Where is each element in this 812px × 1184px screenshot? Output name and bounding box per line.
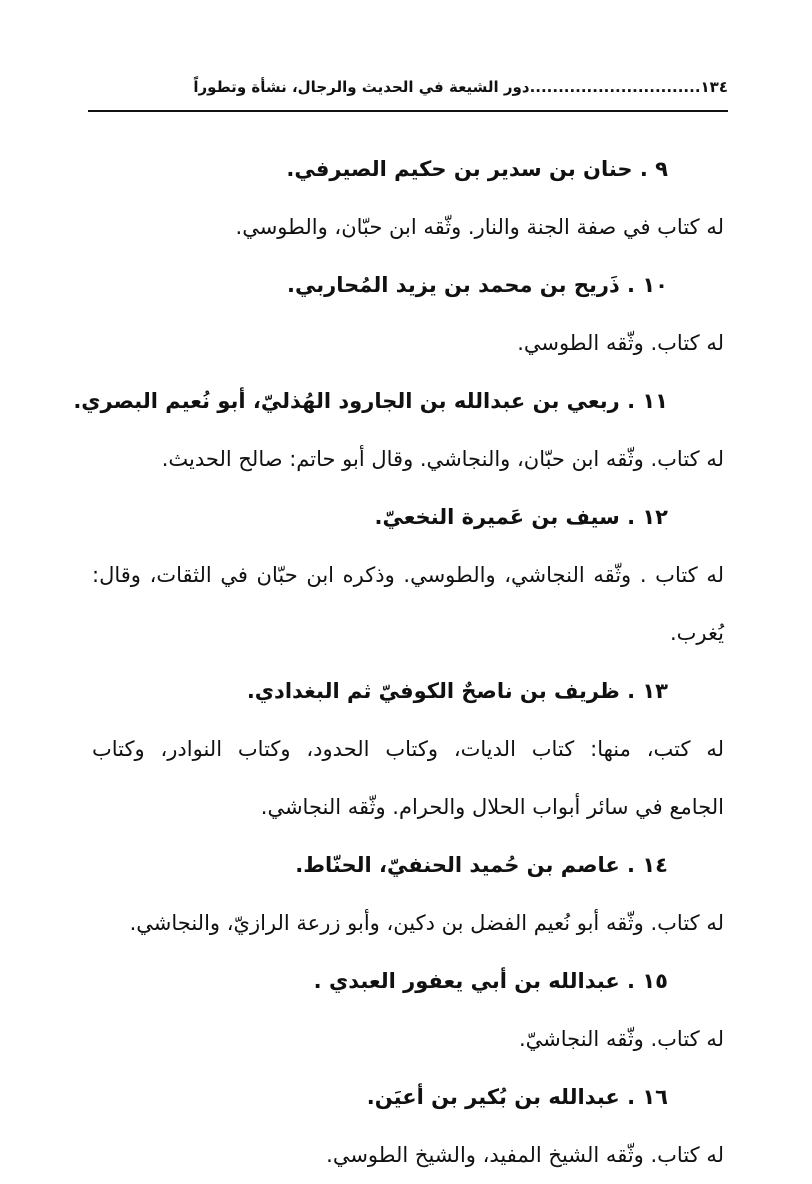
entry-text-14: له كتاب. وثّقه أبو نُعيم الفضل بن دكين، وأبو زرعة الرازيّ، والنجاشي. bbox=[129, 911, 724, 935]
entry-text-12-line-1: له كتاب . وثّقه النجاشي، والطوسي. وذكره ابن حبّان في الثقات، وقال: bbox=[92, 563, 724, 587]
entry-heading-15: ١٥ . عبدالله بن أبي يعفور العبدي . bbox=[313, 969, 668, 993]
entry-text-10: له كتاب. وثّقه الطوسي. bbox=[517, 331, 724, 355]
running-header bbox=[88, 72, 728, 112]
entry-heading-16: ١٦ . عبدالله بن بُكير بن أعيَن. bbox=[366, 1085, 668, 1109]
entry-text-16: له كتاب. وثّقه الشيخ المفيد، والشيخ الطوسي. bbox=[326, 1143, 724, 1167]
entry-heading-10: ١٠ . ذَريح بن محمد بن يزيد المُحاربي. bbox=[287, 273, 668, 297]
entry-text-13-line-2: الجامع في سائر أبواب الحلال والحرام. وثّقه النجاشي. bbox=[260, 795, 724, 819]
entry-heading-13: ١٣ . ظريف بن ناصحٌ الكوفيّ ثم البغدادي. bbox=[246, 679, 668, 703]
page-body bbox=[73, 140, 724, 1184]
entry-heading-11: ١١ . ربعي بن عبدالله بن الجارود الهُذليّ، أبو نُعيم البصري. bbox=[73, 389, 668, 413]
entry-text-11: له كتاب. وثّقه ابن حبّان، والنجاشي. وقال أبو حاتم: صالح الحديث. bbox=[161, 447, 724, 471]
entry-heading-12: ١٢ . سيف بن عَميرة النخعيّ. bbox=[374, 505, 668, 529]
entry-heading-14: ١٤ . عاصم بن حُميد الحنفيّ، الحنّاط. bbox=[295, 853, 668, 877]
entry-text-13-line-1: له كتب، منها: كتاب الديات، وكتاب الحدود، وكتاب النوادر، وكتاب bbox=[92, 737, 724, 761]
entry-text-12-line-2: يُغرب. bbox=[669, 621, 724, 645]
header-rule bbox=[88, 110, 728, 112]
running-header-text: ١٣٤..............................دور الشيعة في الحديث والرجال، نشأة وتطوراً bbox=[193, 78, 728, 96]
entry-heading-9: ٩ . حنان بن سدير بن حكيم الصيرفي. bbox=[286, 157, 668, 181]
entry-text-9: له كتاب في صفة الجنة والنار. وثّقه ابن حبّان، والطوسي. bbox=[235, 215, 724, 239]
entry-text-15: له كتاب. وثّقه النجاشيّ. bbox=[518, 1027, 724, 1051]
